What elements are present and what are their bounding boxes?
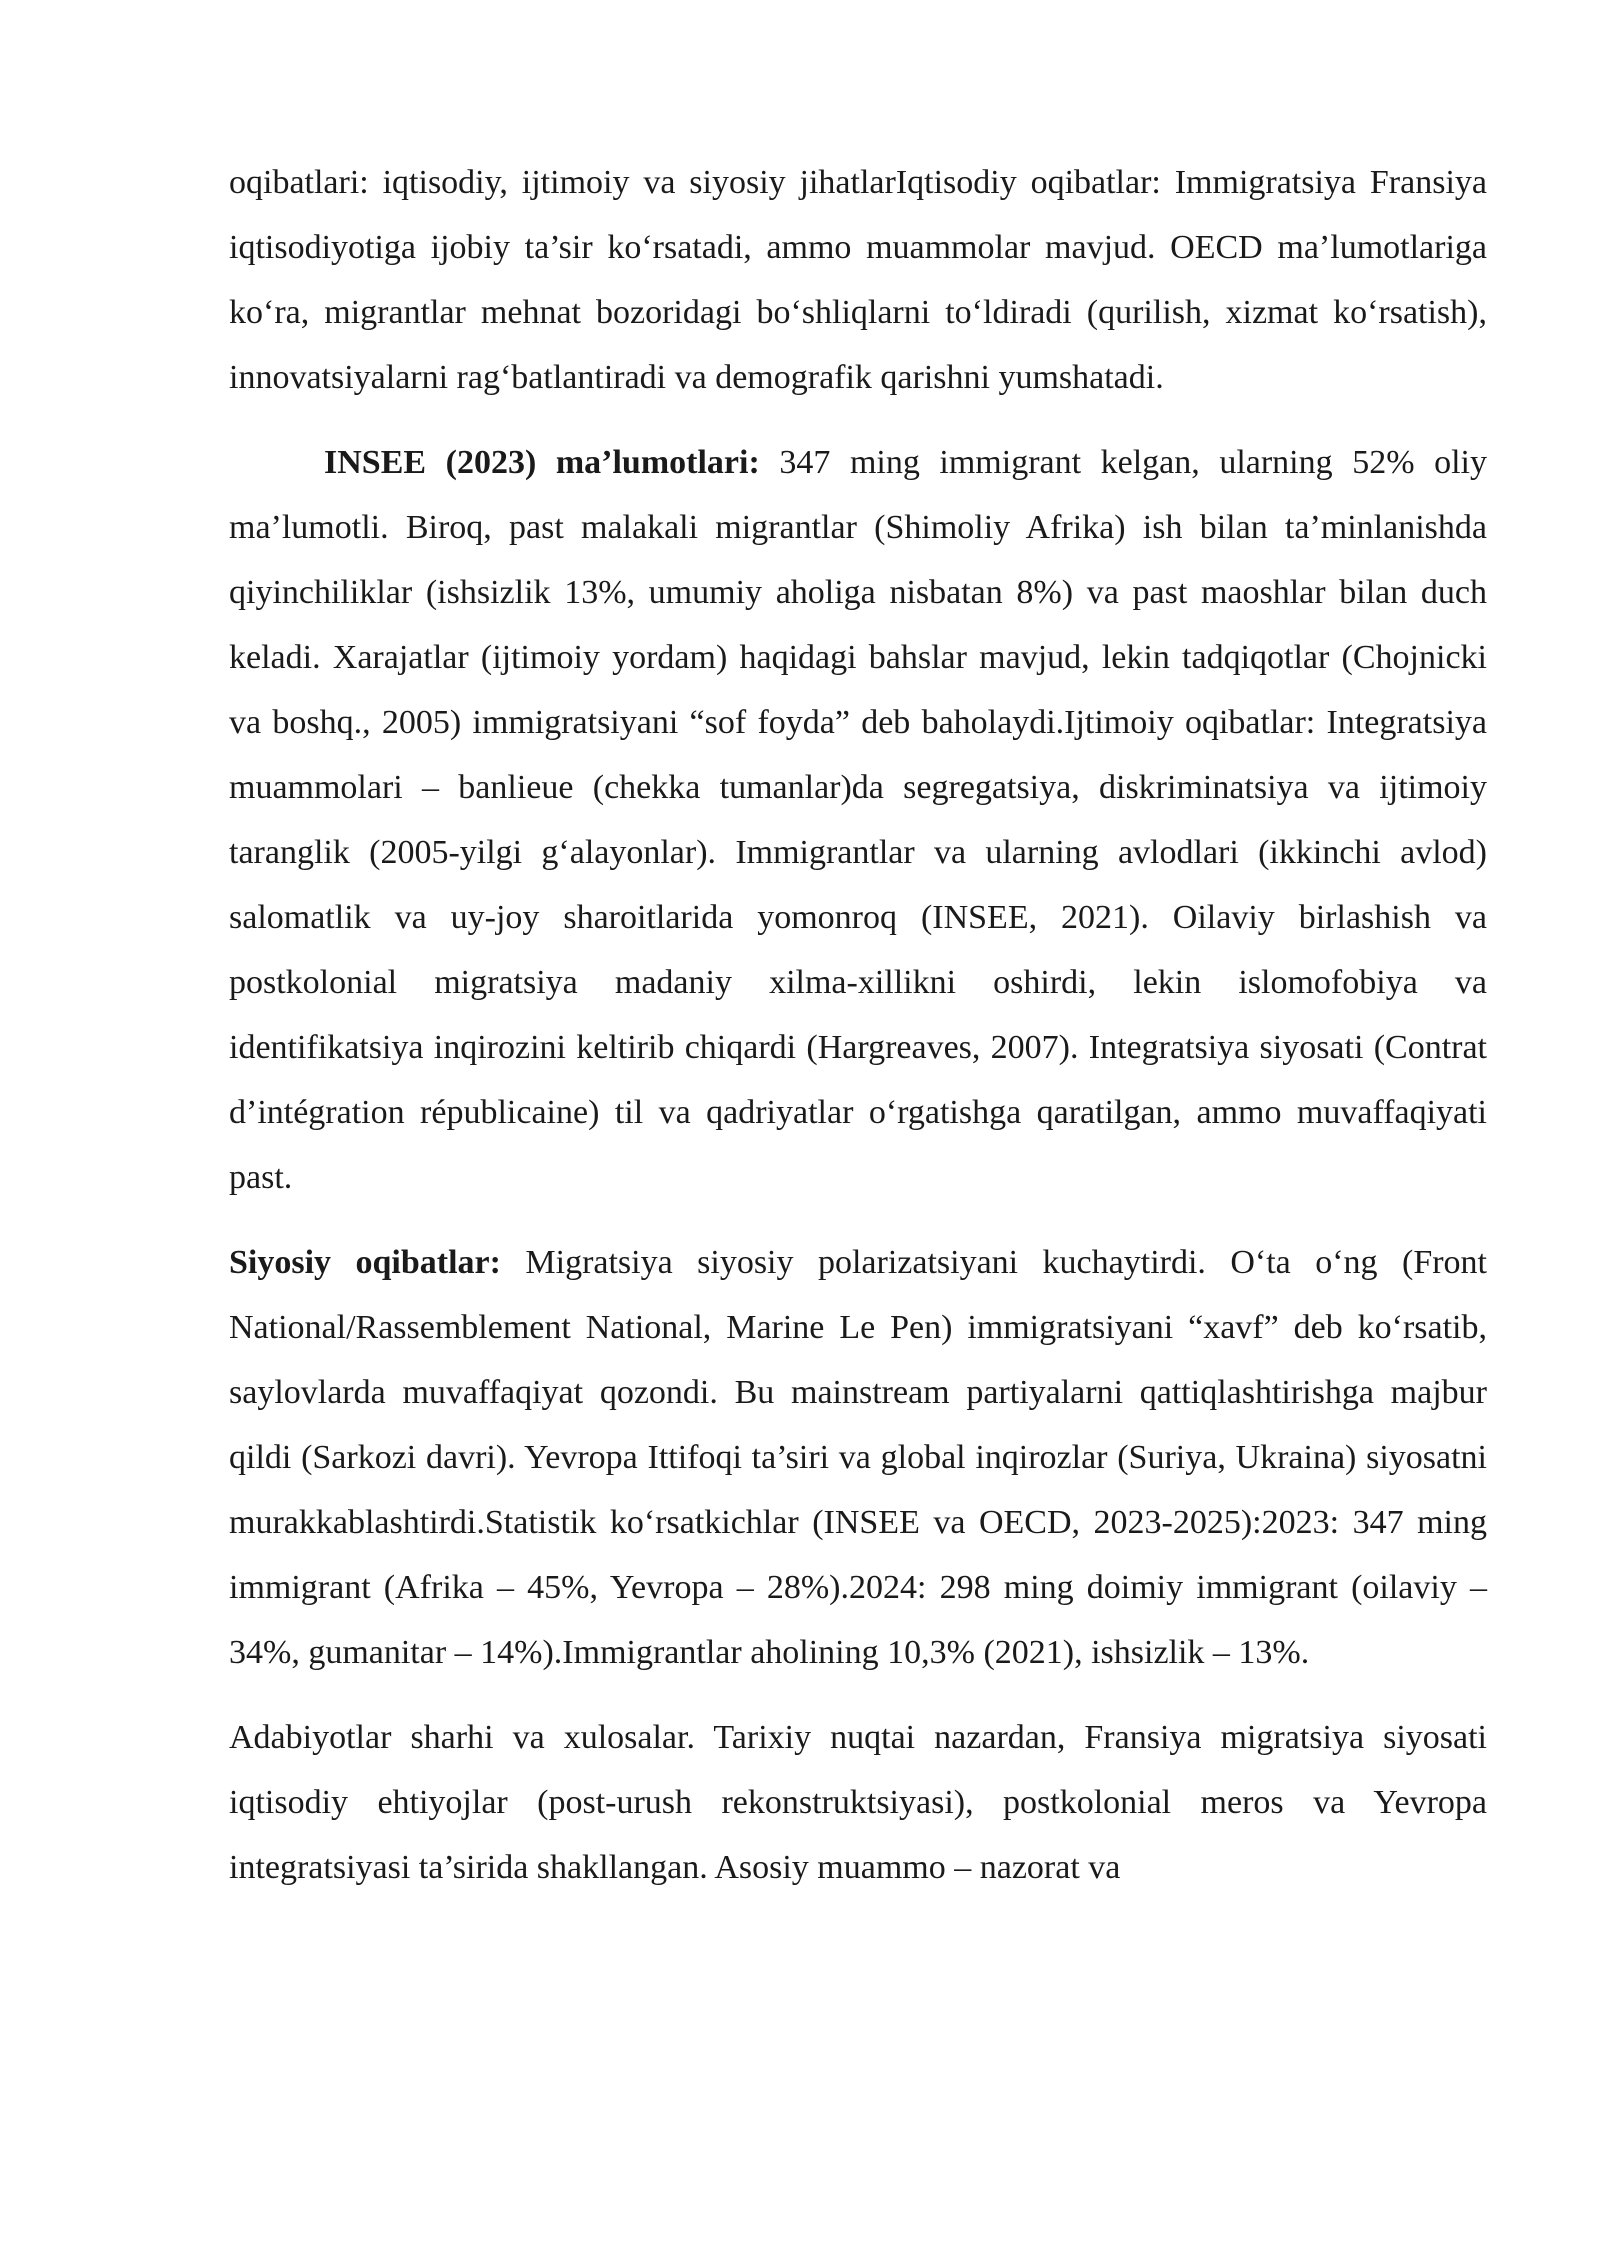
paragraph-political-consequences [229,1230,1487,1685]
paragraph-economic-consequences [229,150,1487,410]
paragraph-text: Adabiyotlar sharhi va xulosalar. Tarixiy nuqtai nazardan, Fransiya migratsiya siyosati iqtisodiy ehtiyojlar (post-urush rekonstruktsiyasi), postkolonial meros va Yevropa integratsiyasi ta’sirida shakllangan. Asosiy muammo – nazorat va [229,1719,1487,1886]
paragraph-lead: Siyosiy oqibatlar: [229,1244,501,1281]
paragraph-text: 347 ming immigrant kelgan, ularning 52% oliy ma’lumotli. Biroq, past malakali migrantlar (Shimoliy Afrika) ish bilan ta’minlanishda qiyinchiliklar (ishsizlik 13%, umumiy aholiga nisbatan 8%) va past maoshlar bilan duch keladi. Xarajatlar (ijtimoiy yordam) haqidagi bahslar mavjud, lekin tadqiqotlar (Chojnicki va boshq., 2005) immigratsiyani “sof foyda” deb baholaydi.Ijtimoiy oqibatlar: Integratsiya muammolari – banlieue (chekka tumanlar)da segregatsiya, diskriminatsiya va ijtimoiy taranglik (2005-yilgi g‘alayonlar). Immigrantlar va ularning avlodlari (ikkinchi avlod) salomatlik va uy-joy sharoitlarida yomonroq (INSEE, 2021). Oilaviy birlashish va postkolonial migratsiya madaniy xilma-xillikni oshirdi, lekin islomofobiya va identifikatsiya inqirozini keltirib chiqardi (Hargreaves, 2007). Integratsiya siyosati (Contrat d’intégration républicaine) til va qadriyatlar o‘rgatishga qaratilgan, ammo muvaffaqiyati past. [229,444,1487,1196]
paragraph-literature-review [229,1705,1487,1900]
paragraph-text: oqibatlari: iqtisodiy, ijtimoiy va siyosiy jihatlarIqtisodiy oqibatlar: Immigratsiya Fransiya iqtisodiyotiga ijobiy ta’sir ko‘rsatadi, ammo muammolar mavjud. OECD ma’lumotlariga ko‘ra, migrantlar mehnat bozoridagi bo‘shliqlarni to‘ldiradi (qurilish, xizmat ko‘rsatish), innovatsiyalarni rag‘batlantiradi va demografik qarishni yumshatadi. [229,164,1487,396]
paragraph-insee-data [229,430,1487,1210]
paragraph-lead: INSEE (2023) ma’lumotlari: [324,444,760,481]
document-page [229,150,1487,1900]
paragraph-text: Migratsiya siyosiy polarizatsiyani kuchaytirdi. O‘ta o‘ng (Front National/Rassemblement National, Marine Le Pen) immigratsiyani “xavf” deb ko‘rsatib, saylovlarda muvaffaqiyat qozondi. Bu mainstream partiyalarni qattiqlashtirishga majbur qildi (Sarkozi davri). Yevropa Ittifoqi ta’siri va global inqirozlar (Suriya, Ukraina) siyosatni murakkablashtirdi.Statistik ko‘rsatkichlar (INSEE va OECD, 2023-2025):2023: 347 ming immigrant (Afrika – 45%, Yevropa – 28%).2024: 298 ming doimiy immigrant (oilaviy – 34%, gumanitar – 14%).Immigrantlar aholining 10,3% (2021), ishsizlik – 13%. [229,1244,1487,1671]
